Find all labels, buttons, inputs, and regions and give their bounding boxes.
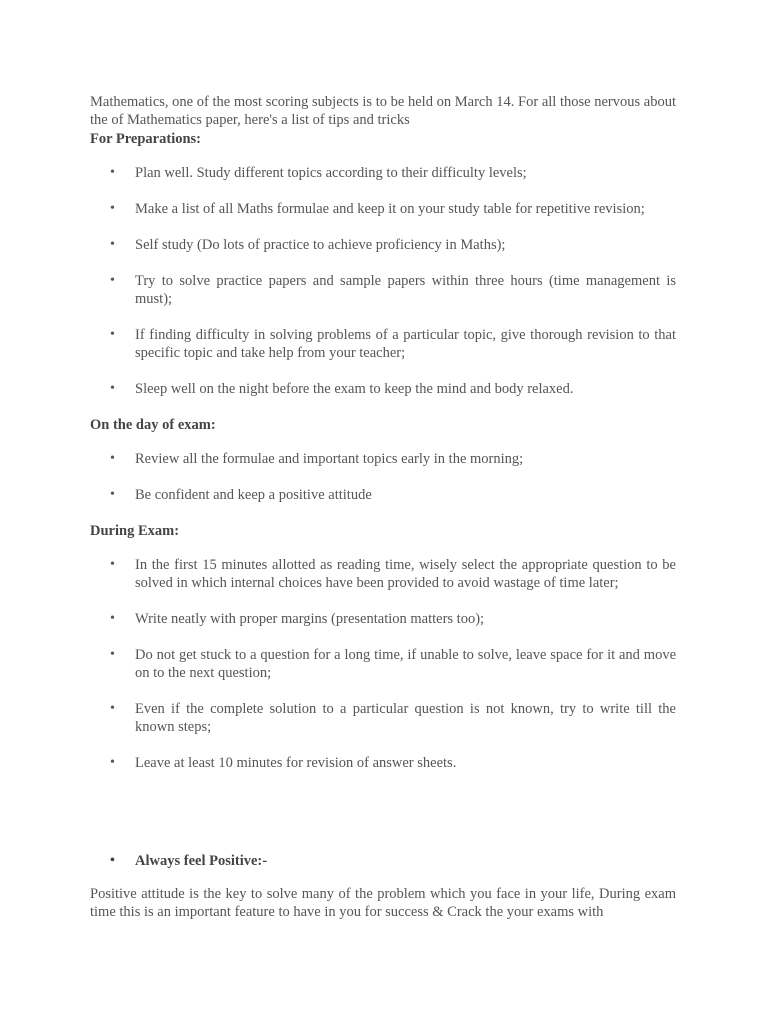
bullet-icon: • <box>110 487 115 502</box>
list-item-text: Try to solve practice papers and sample papers within three hours (time management is must); <box>135 273 676 307</box>
bullet-icon: • <box>110 237 115 252</box>
heading-exam-day: On the day of exam: <box>90 417 216 433</box>
list-item-text: Review all the formulae and important topics early in the morning; <box>135 451 524 467</box>
list-item-text: Make a list of all Maths formulae and keep it on your study table for repetitive revision; <box>135 201 645 217</box>
list-item <box>90 646 676 682</box>
list-item-text: Leave at least 10 minutes for revision of answer sheets. <box>135 755 457 771</box>
list-item <box>90 486 676 504</box>
heading-positive: Always feel Positive:- <box>135 853 268 869</box>
list-item <box>90 236 676 254</box>
heading-during-exam: During Exam: <box>90 523 180 539</box>
heading-preparations: For Preparations: <box>90 131 202 147</box>
list-item <box>90 326 676 362</box>
list-item <box>90 852 676 870</box>
list-item-text: Self study (Do lots of practice to achieve proficiency in Maths); <box>135 237 506 253</box>
list-item <box>90 610 676 628</box>
preparations-list <box>90 164 676 398</box>
list-item-text: Even if the complete solution to a particular question is not known, try to write till the known steps; <box>135 701 676 735</box>
bullet-icon: • <box>110 853 115 868</box>
list-item <box>90 272 676 308</box>
list-item-text: Write neatly with proper margins (presentation matters too); <box>135 611 485 627</box>
bullet-icon: • <box>110 381 115 396</box>
intro-paragraph: Mathematics, one of the most scoring subjects is to be held on March 14. For all those nervous about the of Mathematics paper, here's a list of tips and tricks <box>90 94 676 128</box>
list-item-text: In the first 15 minutes allotted as reading time, wisely select the appropriate question to be solved in which internal choices have been provided to avoid wastage of time later; <box>135 557 676 591</box>
positive-paragraph: Positive attitude is the key to solve many of the problem which you face in your life, During exam time this is an important feature to have in you for success & Crack the your exams with <box>90 886 676 920</box>
list-item-text: If finding difficulty in solving problems of a particular topic, give thorough revision to that specific topic and take help from your teacher; <box>135 327 676 361</box>
list-item-text: Plan well. Study different topics according to their difficulty levels; <box>135 165 527 181</box>
exam-day-list <box>90 450 676 504</box>
bullet-icon: • <box>110 165 115 180</box>
list-item <box>90 754 676 772</box>
list-item-text: Do not get stuck to a question for a long time, if unable to solve, leave space for it and move on to the next question; <box>135 647 676 681</box>
list-item <box>90 164 676 182</box>
bullet-icon: • <box>110 327 115 342</box>
list-item <box>90 200 676 218</box>
list-item-text: Sleep well on the night before the exam to keep the mind and body relaxed. <box>135 381 574 397</box>
bullet-icon: • <box>110 273 115 288</box>
document-page <box>90 93 676 921</box>
bullet-icon: • <box>110 201 115 216</box>
list-item-text: Be confident and keep a positive attitude <box>135 487 372 503</box>
list-item <box>90 380 676 398</box>
bullet-icon: • <box>110 557 115 572</box>
during-exam-list <box>90 556 676 772</box>
bullet-icon: • <box>110 611 115 626</box>
bullet-icon: • <box>110 755 115 770</box>
list-item <box>90 700 676 736</box>
bullet-icon: • <box>110 647 115 662</box>
list-item <box>90 450 676 468</box>
list-item <box>90 556 676 592</box>
bullet-icon: • <box>110 451 115 466</box>
positive-list <box>90 852 676 870</box>
bullet-icon: • <box>110 701 115 716</box>
